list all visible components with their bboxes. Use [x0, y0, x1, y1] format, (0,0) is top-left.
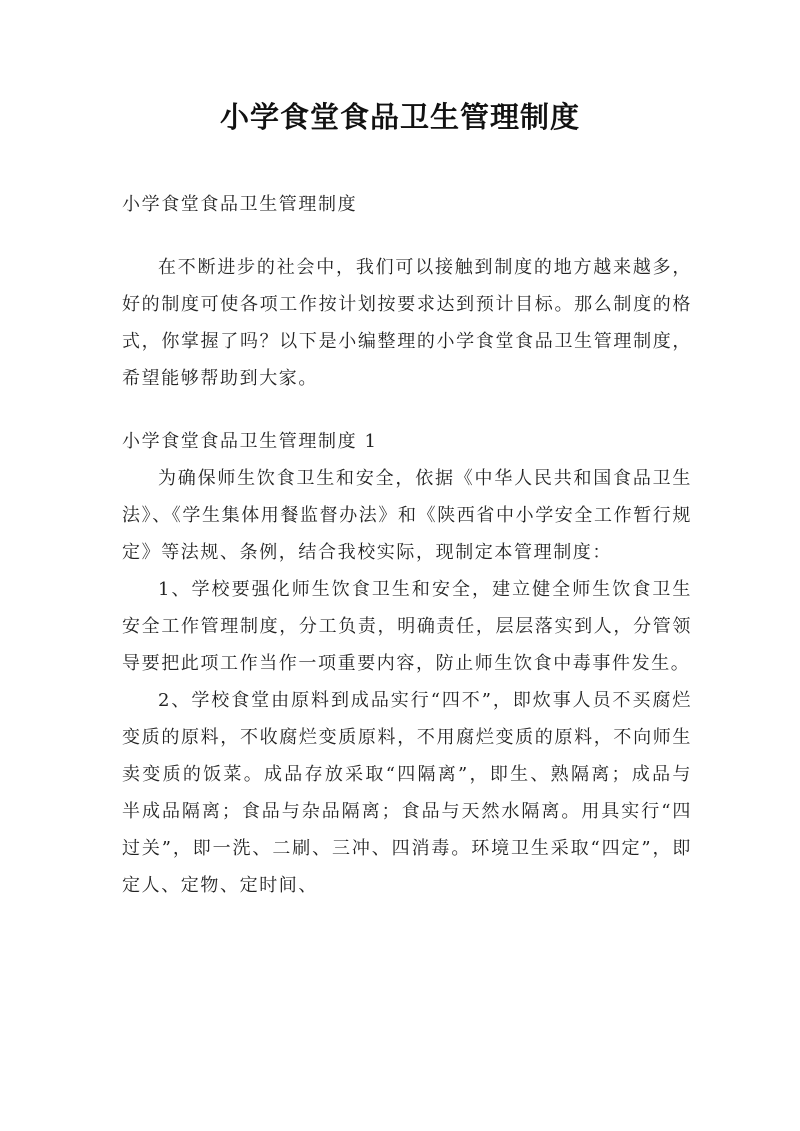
- list-item: 1、学校要强化师生饮食卫生和安全，建立健全师生饮食卫生安全工作管理制度，分工负责，明确责任，层层落实到人，分管领导要把此项工作当作一项重要内容，防止师生饮食中毒事件发生。: [122, 579, 692, 674]
- intro-paragraph: 在不断进步的社会中，我们可以接触到制度的地方越来越多，好的制度可使各项工作按计划按要求达到预计目标。那么制度的格式，你掌握了吗？以下是小编整理的小学食堂食品卫生管理制度，希望能够帮助到大家。: [122, 257, 692, 389]
- section-paragraph: 为确保师生饮食卫生和安全，依据《中华人民共和国食品卫生法》、《学生集体用餐监督办法》和《陕西省中小学安全工作暂行规定》等法规、条例，结合我校实际，现制定本管理制度：: [122, 468, 692, 563]
- document-subtitle: 小学食堂食品卫生管理制度: [122, 194, 358, 215]
- document-title: 小学食堂食品卫生管理制度: [219, 100, 580, 134]
- list-item: 2、学校食堂由原料到成品实行“四不”，即炊事人员不买腐烂变质的原料，不收腐烂变质原料，不用腐烂变质的原料，不向师生卖变质的饭菜。成品存放采取“四隔离”，即生、熟隔离；成品与半成品隔离；食品与杂品隔离；食品与天然水隔离。用具实行“四过关”，即一洗、二刷、三冲、四消毒。环境卫生采取“四定”，即定人、定物、定时间、: [122, 690, 692, 896]
- section-heading: 小学食堂食品卫生管理制度 1: [122, 431, 378, 452]
- spacer: [122, 397, 692, 423]
- spacer: [122, 223, 692, 249]
- document-body: [122, 186, 692, 904]
